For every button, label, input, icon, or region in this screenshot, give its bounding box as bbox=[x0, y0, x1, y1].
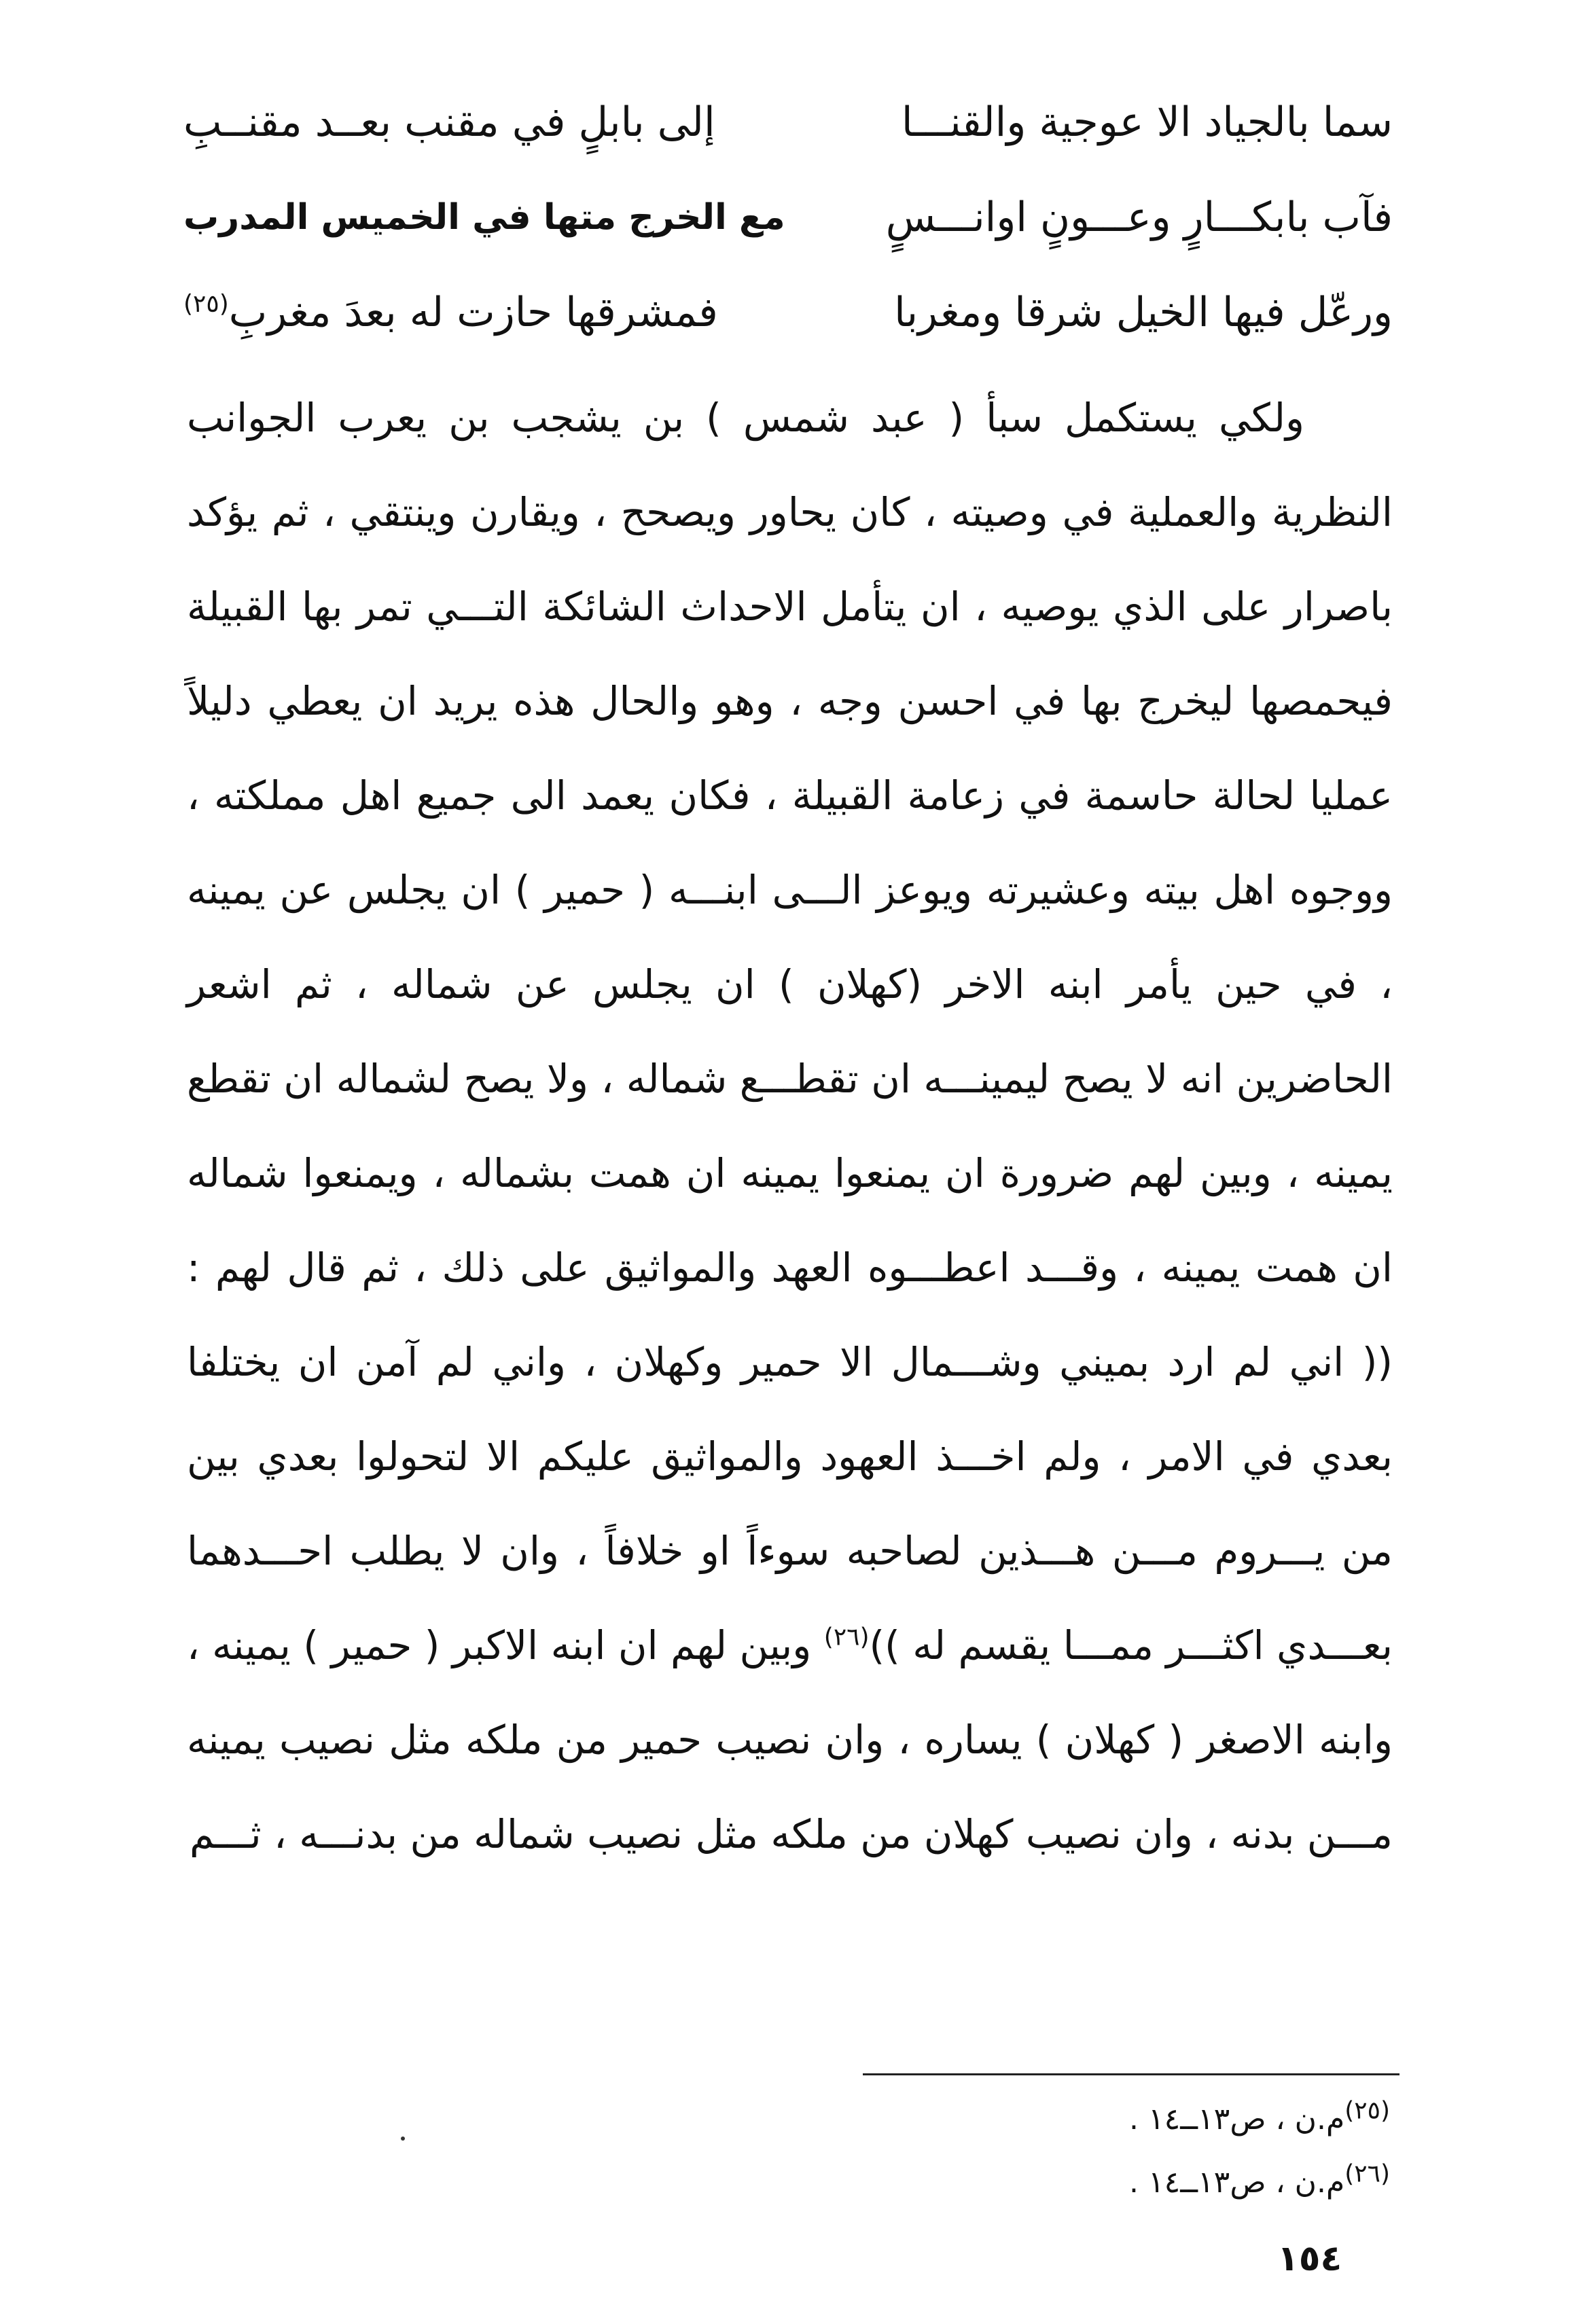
poem-verse-3 bbox=[183, 272, 1393, 353]
verse-2-first-hemistich: فآب بابكـــارٍ وعـــونٍ اوانـــسٍ bbox=[885, 194, 1393, 241]
verse-2-second-hemistich: مع الخرج متها في الخميس المدرب bbox=[183, 197, 785, 238]
poem-verse-2 bbox=[183, 177, 1393, 258]
verse-3-second-hemistich-text: فمشرقها حازت له بعدَ مغربِ bbox=[228, 289, 718, 336]
verse-3-second-hemistich bbox=[183, 272, 718, 353]
footnote-25-text: م.ن ، ص١٣ــ١٤ . bbox=[1129, 2102, 1345, 2137]
footnote-25 bbox=[1129, 2096, 1390, 2143]
stray-print-mark bbox=[401, 2137, 405, 2141]
footnote-ref-26[interactable]: (٢٦) bbox=[823, 1623, 870, 1651]
body-text-after-ref: وبين لهم ان ابنه الاكبر ( حمير ) يمينه ، وابنه الاصغر ( كهلان ) يساره ، وان نصيب حمير من ملكه مثل نصيب يمينه مـــن بدنه ، وان نصيب كهلان من ملكه مثل نصيب شماله من بدنـــه ، ثـــم bbox=[187, 1622, 1393, 1857]
footnote-separator bbox=[863, 2073, 1399, 2075]
footnote-25-marker: (٢٥) bbox=[1344, 2096, 1390, 2125]
footnote-26-marker: (٢٦) bbox=[1344, 2160, 1390, 2188]
footnote-26 bbox=[1129, 2159, 1390, 2206]
page-number: ١٥٤ bbox=[1277, 2238, 1342, 2279]
verse-1-first-hemistich: سما بالجياد الا عوجية والقنـــا bbox=[901, 99, 1393, 146]
footnote-26-text: م.ن ، ص١٣ــ١٤ . bbox=[1129, 2165, 1345, 2200]
body-text-before-ref: ولكي يستكمل سبأ ( عبد شمس ) بن يشجب بن يعرب الجوانب النظرية والعملية في وصيته ، كان يحاور ويصحح ، ويقارن وينتقي ، ثم يؤكد باصرار على الذي يوصيه ، ان يتأمل الاحداث الشائكة التـــي تمر بها القبيلة فيحمصها ليخرج بها في احسن وجه ، وهو والحال هذه يريد ان يعطي دليلاً عمليا لحالة حاسمة في زعامة القبيلة ، فكان يعمد الى جميع اهل مملكته ، ووجوه اهل بيته وعشيرته ويوعز الـــى ابنـــه ( حمير ) ان يجلس عن يمينه ، في حين يأمر ابنه الاخر (كهلان ) ان يجلس عن شماله ، ثم اشعر الحاضرين انه لا يصح ليمينـــه ان تقطـــع شماله ، ولا يصح لشماله ان تقطع يمينه ، وبين لهم ضرورة ان يمنعوا يمينه ان همت بشماله ، ويمنعوا شماله ان همت يمينه ، وقـــد اعطـــوه العهد والمواثيق على ذلك ، ثم قال لهم : (( اني لم ارد بميني وشـــمال الا حمير وكهلان ، واني لم آمن ان يختلفا بعدي في الامر ، ولم اخـــذ العهود والمواثيق عليكم الا لتحولوا بعدي بين من يـــروم مـــن هـــذين لصاحبه سوءاً او خلافاً ، وان لا يطلب احـــدهما بعـــدي اكثـــر ممـــا يقسم له )) bbox=[187, 395, 1393, 1668]
poem-verse-1 bbox=[183, 82, 1393, 163]
footnote-ref-25[interactable]: (٢٥) bbox=[183, 290, 229, 318]
verse-3-first-hemistich: ورعّل فيها الخيل شرقا ومغربا bbox=[894, 289, 1393, 336]
verse-1-second-hemistich: إلى بابلٍ في مقنب بعــد مقنــبِ bbox=[183, 99, 715, 146]
body-paragraph bbox=[187, 371, 1393, 1882]
